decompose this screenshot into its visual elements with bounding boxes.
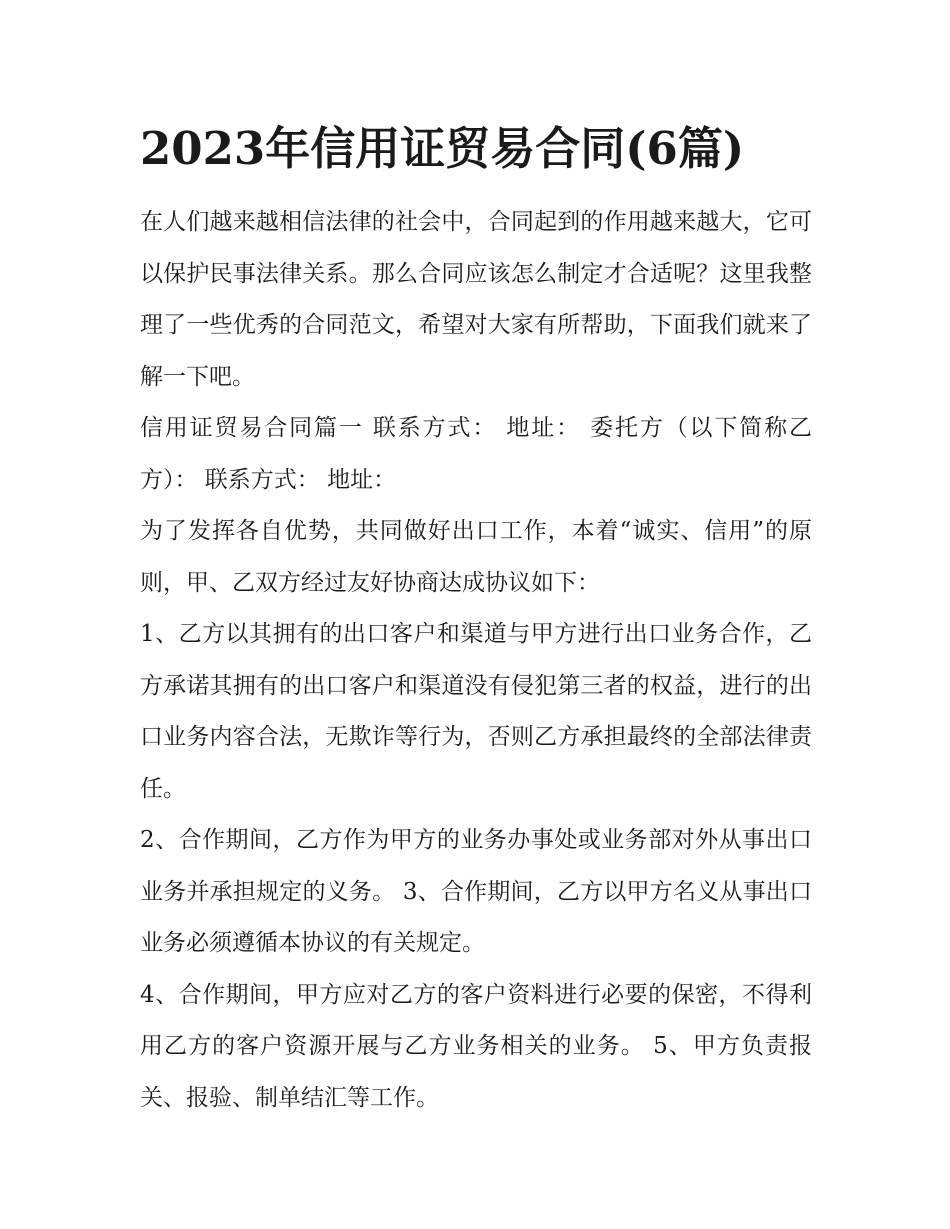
- paragraph-intro: 在人们越来越相信法律的社会中，合同起到的作用越来越大，它可以保护民事法律关系。那么合同应该怎么制定才合适呢？这里我整理了一些优秀的合同范文，希望对大家有所帮助，下面我们就来了解一下吧。: [140, 209, 812, 390]
- document-body: [140, 197, 812, 1124]
- paragraph-clause-4-5: 4、合作期间，甲方应对乙方的客户资料进行必要的保密，不得利用乙方的客户资源开展与乙方业务相关的业务。 5、甲方负责报关、报验、制单结汇等工作。: [140, 981, 812, 1111]
- paragraph-preamble: 为了发挥各自优势，共同做好出口工作，本着“诚实、信用”的原则，甲、乙双方经过友好协商达成协议如下：: [140, 518, 812, 596]
- paragraph-clause-2-3: 2、合作期间，乙方作为甲方的业务办事处或业务部对外从事出口业务并承担规定的义务。 3、合作期间，乙方以甲方名义从事出口业务必须遵循本协议的有关规定。: [140, 827, 812, 956]
- document-title: 2023年信用证贸易合同(6篇): [140, 122, 745, 175]
- paragraph-parties: 信用证贸易合同篇一 联系方式： 地址： 委托方（以下简称乙方）： 联系方式： 地址：: [140, 415, 812, 493]
- paragraph-clause-1: 1、乙方以其拥有的出口客户和渠道与甲方进行出口业务合作，乙方承诺其拥有的出口客户和渠道没有侵犯第三者的权益，进行的出口业务内容合法，无欺诈等行为，否则乙方承担最终的全部法律责任。: [140, 621, 812, 802]
